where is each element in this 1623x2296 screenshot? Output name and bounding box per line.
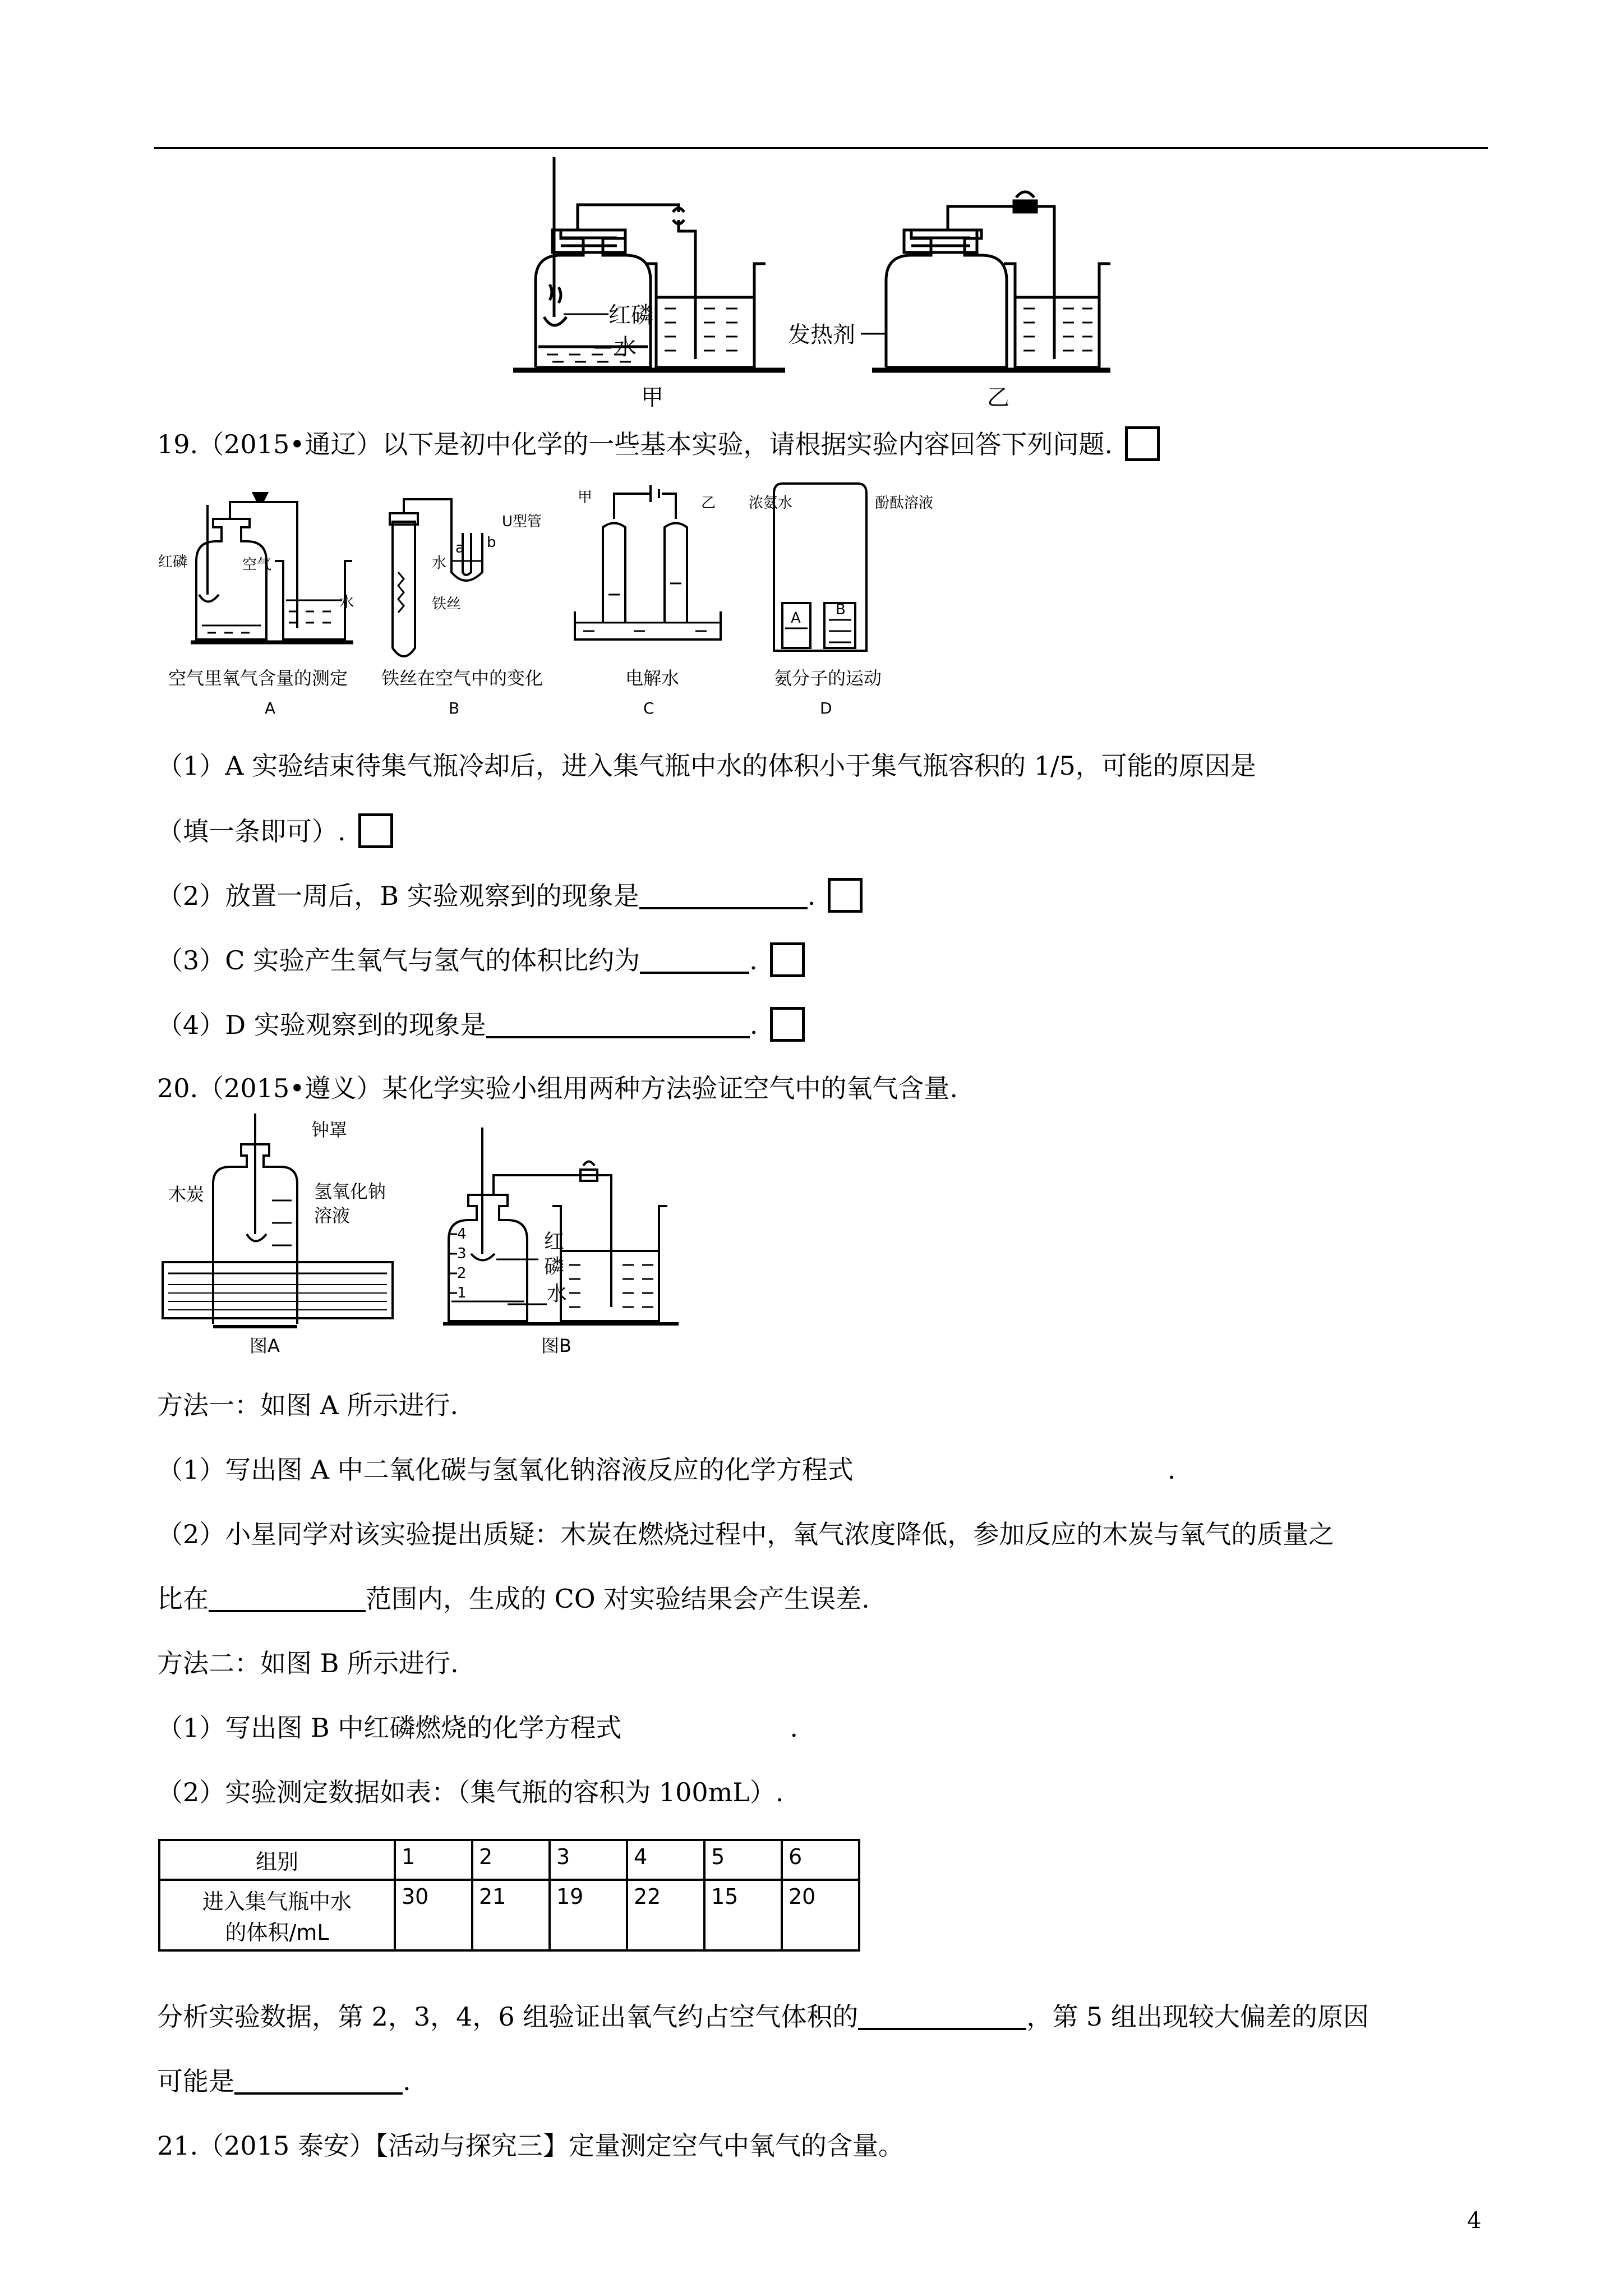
figB-label-water: 水: [547, 1282, 568, 1305]
q20-analysis-line1: 分析实验数据，第 2，3，4，6 组验证出氧气约占空气体积的 ，第 5 组出现较大偏差的原因: [157, 2001, 1369, 2032]
caption-yi: 乙: [987, 385, 1009, 411]
table-row: [159, 1840, 859, 1880]
figA-label-charcoal: 木炭: [168, 1184, 205, 1205]
label-water: 水: [614, 334, 637, 360]
answer-blank[interactable]: [209, 1584, 366, 1612]
q19-part1-line1: （1）A 实验结束待集气瓶冷却后，进入集气瓶中水的体积小于集气瓶容积的 1/5，可能的原因是: [157, 751, 1256, 781]
q20-analysis-line2: 可能是 .: [157, 2066, 411, 2096]
table-header-group: 组别: [159, 1840, 395, 1880]
table-cell: 15: [704, 1880, 782, 1950]
figA-caption: 空气里氧气含量的测定: [168, 668, 348, 689]
figA-label-solution: 溶液: [314, 1205, 351, 1226]
figD-label-a: A: [791, 610, 801, 627]
table-cell: 30: [395, 1880, 472, 1950]
figA-label-phosphorus: 红磷: [158, 554, 188, 570]
figB-label-u-tube: U型管: [502, 513, 542, 530]
table-header-volume: 进入集气瓶中水 的体积/mL: [159, 1880, 395, 1950]
q19-part3: （3）C 实验产生氧气与氢气的体积比约为 .: [157, 942, 805, 977]
answer-blank[interactable]: [234, 2067, 403, 2095]
figB-scale-1: 1: [457, 1285, 467, 1301]
figB-letter: B: [449, 699, 460, 717]
figD-label-ammonia: 浓氨水: [749, 495, 793, 512]
figD-caption: 氨分子的运动: [774, 668, 882, 689]
data-table: [158, 1839, 860, 1952]
table-cell: 22: [627, 1880, 704, 1950]
figC-caption: 电解水: [625, 668, 680, 689]
q20-stem: 20.（2015•遵义）某化学实验小组用两种方法验证空气中的氧气含量.: [157, 1073, 958, 1103]
figB-label-hong: 红: [544, 1230, 565, 1253]
table-row: [159, 1880, 859, 1950]
figC-letter: C: [643, 699, 654, 717]
q20-method1-q1: （1）写出图 A 中二氧化碳与氢氧化钠溶液反应的化学方程式 .: [157, 1455, 1176, 1485]
figB-scale-4: 4: [457, 1226, 467, 1243]
q19-part2: （2）放置一周后，B 实验观察到的现象是 .: [157, 878, 863, 913]
figA-label-water: 水: [339, 594, 354, 611]
table-cell: 2: [472, 1840, 550, 1880]
q20-method1: 方法一：如图 A 所示进行.: [157, 1390, 459, 1420]
q20-method2-q2: （2）实验测定数据如表：（集气瓶的容积为 100mL）.: [157, 1777, 784, 1807]
figC-label-jia: 甲: [578, 489, 593, 506]
figD-letter: D: [820, 699, 832, 717]
figB-label-b: b: [487, 534, 496, 551]
table-cell: 20: [782, 1880, 859, 1950]
table-cell: 3: [550, 1840, 627, 1880]
figA-label-air: 空气: [242, 556, 272, 573]
figB-caption: 铁丝在空气中的变化: [381, 668, 543, 689]
answer-blank[interactable]: [858, 2002, 1026, 2030]
q20-method2: 方法二：如图 B 所示进行.: [157, 1648, 459, 1678]
table-cell: 6: [782, 1840, 859, 1880]
q19-part1-line2: （填一条即可）.: [157, 813, 393, 848]
q21-stem: 21.（2015 泰安）【活动与探究三】定量测定空气中氧气的含量。: [157, 2131, 904, 2161]
figD-label-phenolphthalein: 酚酞溶液: [875, 495, 934, 512]
figB-scale-3: 3: [457, 1245, 467, 1262]
figB-caption: 图B: [541, 1335, 571, 1356]
label-red-phosphorus: 红磷: [608, 302, 653, 328]
q20-method1-q2-line1: （2）小星同学对该实验提出质疑：木炭在燃烧过程中，氧气浓度降低，参加反应的木炭与氧气的质量之: [157, 1519, 1335, 1549]
figD-label-b: B: [836, 601, 846, 618]
q19-stem: 19.（2015•通辽）以下是初中化学的一些基本实验，请根据实验内容回答下列问题.: [157, 426, 1160, 461]
figA-letter: A: [265, 699, 276, 717]
figC-label-yi: 乙: [701, 495, 716, 512]
figB-label-lin: 磷: [544, 1255, 565, 1278]
figB-label-water: 水: [432, 555, 447, 572]
figB-scale-2: 2: [457, 1265, 467, 1282]
figB-label-iron-wire: 铁丝: [432, 596, 462, 613]
label-heating-agent: 发热剂: [788, 322, 855, 348]
table-cell: 5: [704, 1840, 782, 1880]
table-cell: 19: [550, 1880, 627, 1950]
table-cell: 4: [627, 1840, 704, 1880]
q20-method2-q1: （1）写出图 B 中红磷燃烧的化学方程式 .: [157, 1713, 798, 1743]
page-number: 4: [1467, 2208, 1482, 2234]
q19-part4: （4）D 实验观察到的现象是 .: [157, 1007, 805, 1042]
figA-label-bell-jar: 钟罩: [311, 1119, 348, 1140]
figB-label-a: a: [455, 540, 464, 556]
table-cell: 1: [395, 1840, 472, 1880]
caption-jia: 甲: [641, 385, 663, 411]
q20-method1-q2-line2: 比在 范围内，生成的 CO 对实验结果会产生误差.: [157, 1584, 870, 1614]
table-cell: 21: [472, 1880, 550, 1950]
figA-label-naoh: 氢氧化钠: [314, 1181, 386, 1202]
figA-caption: 图A: [250, 1335, 280, 1356]
